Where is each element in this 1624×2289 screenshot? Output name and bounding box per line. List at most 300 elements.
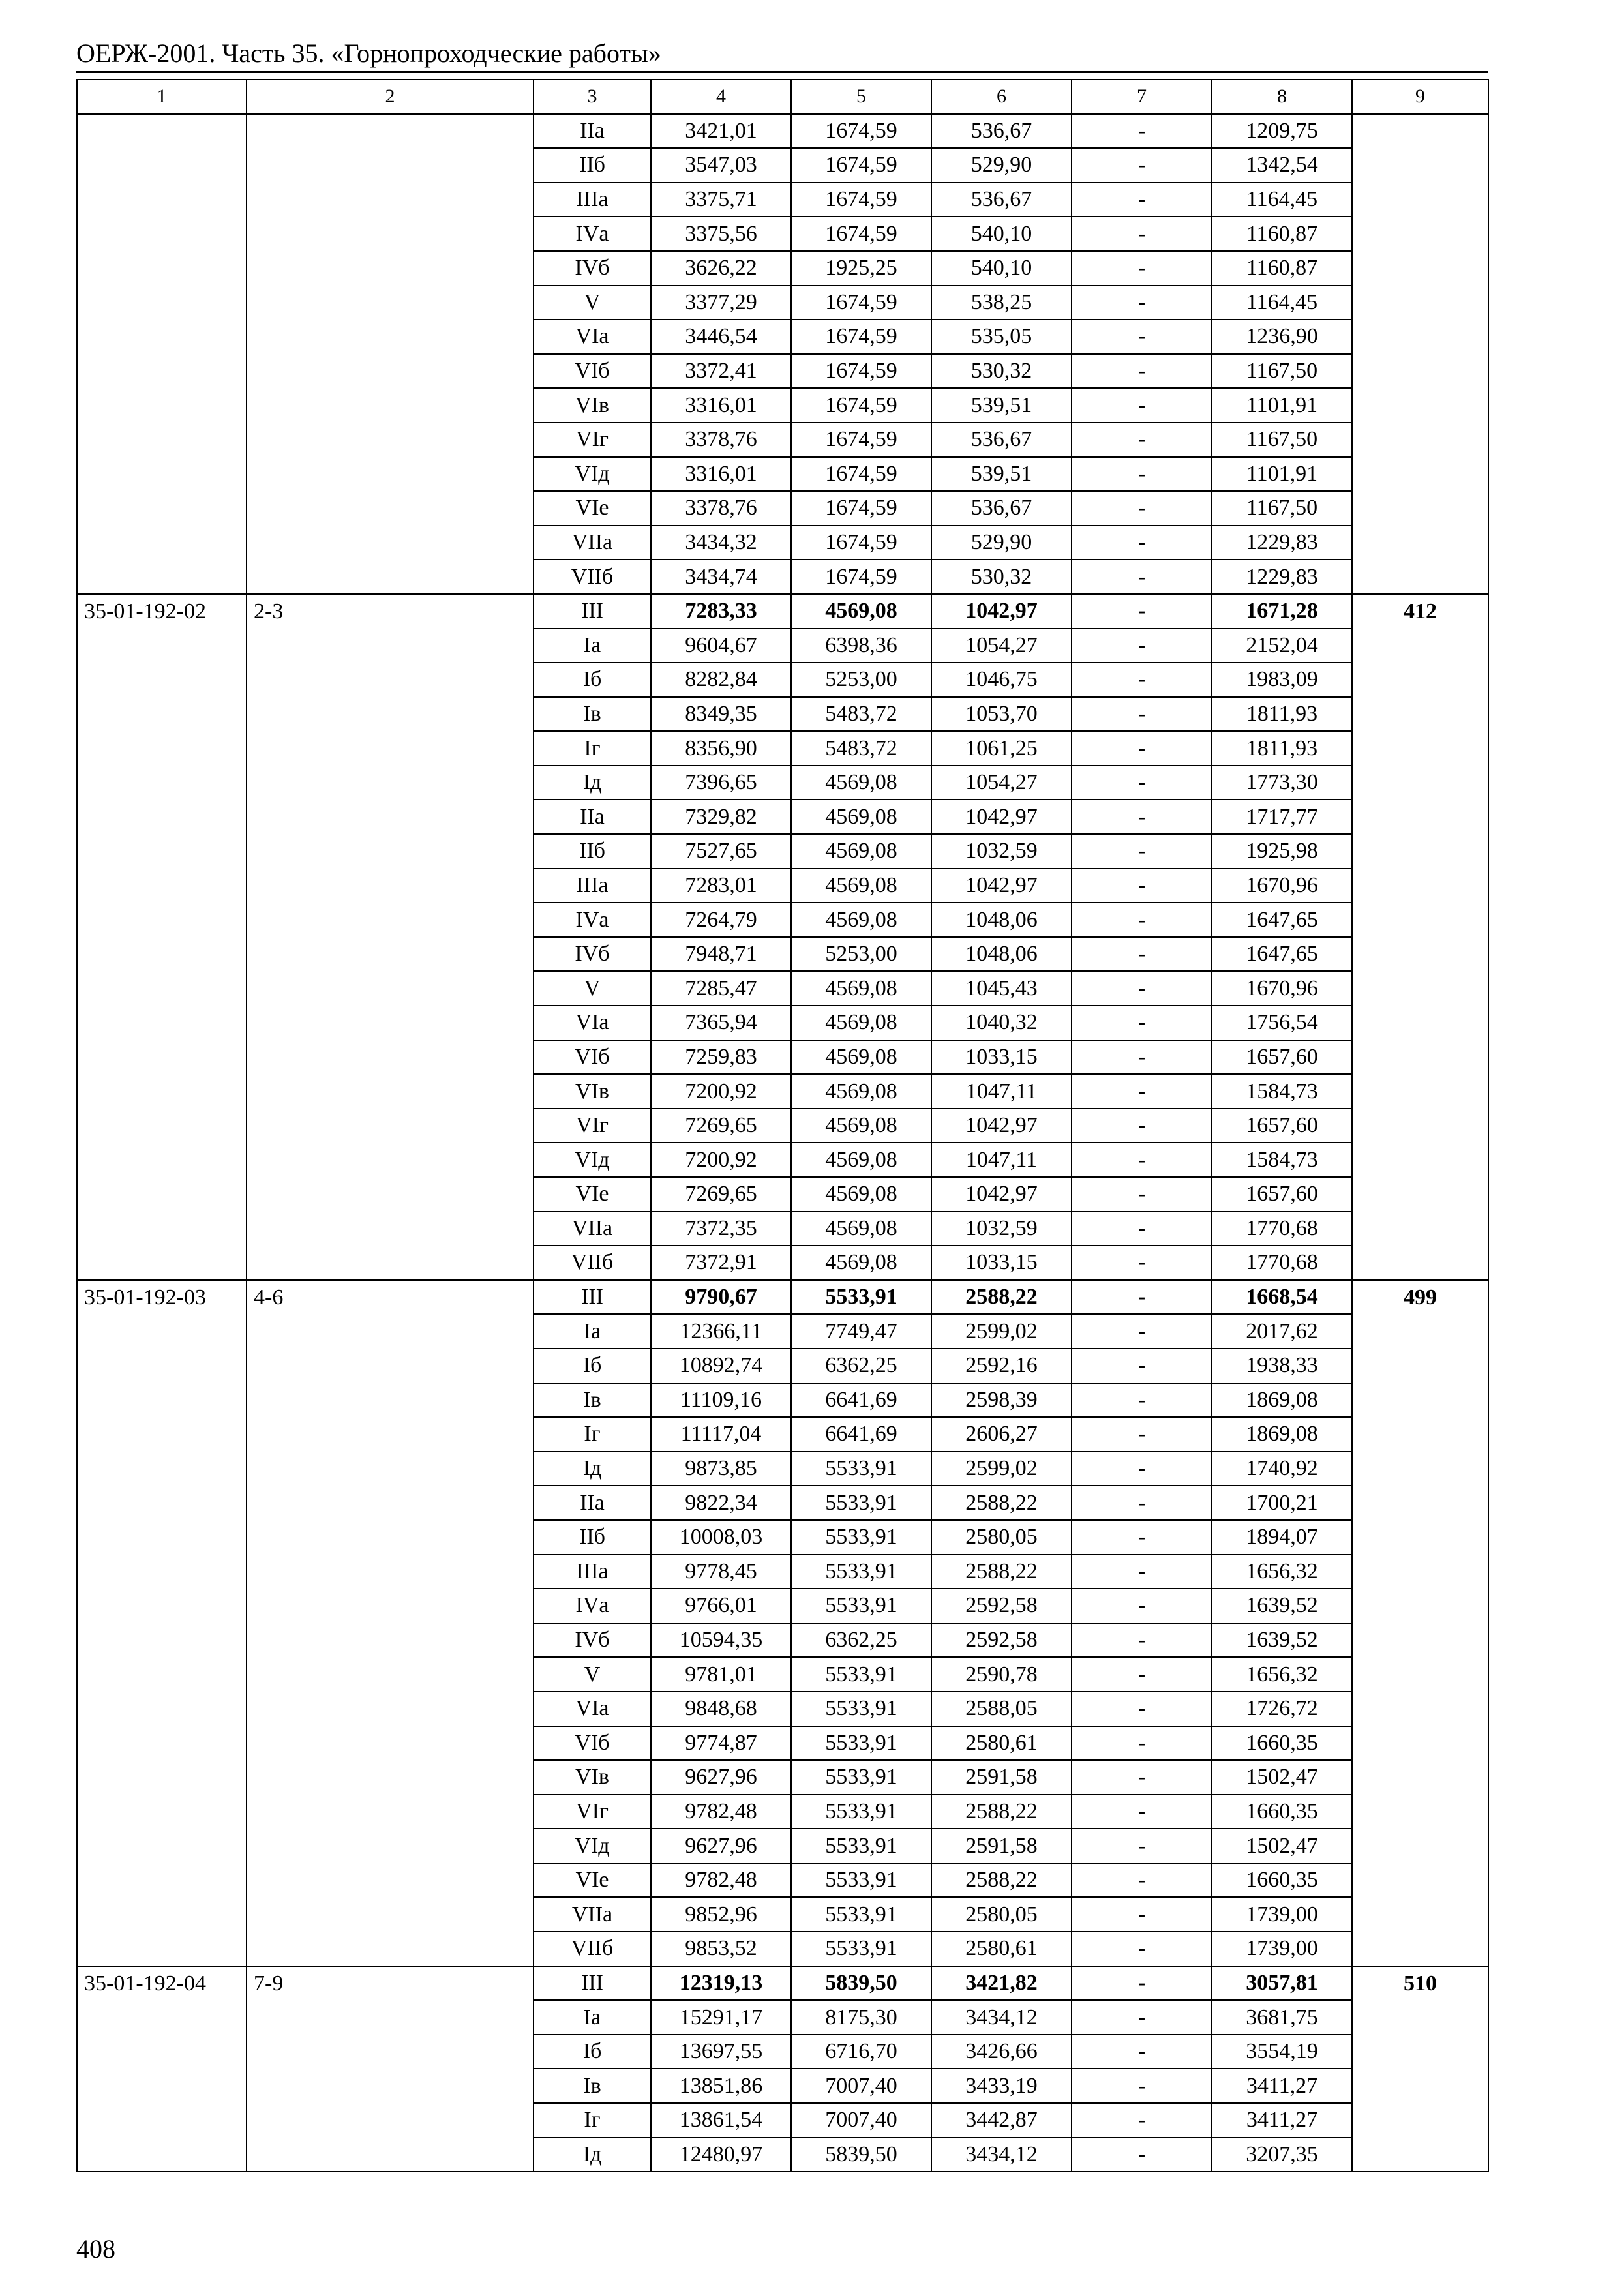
value-cell: 2580,05	[931, 1897, 1072, 1932]
thickness-cell: 2-3	[247, 594, 534, 1280]
value-cell: 1047,11	[931, 1074, 1072, 1109]
value-cell: 5533,91	[791, 1795, 931, 1829]
category-cell: VIг	[534, 1109, 651, 1143]
category-cell: VIб	[534, 1726, 651, 1761]
table-row	[77, 114, 1488, 149]
value-cell: 5483,72	[791, 731, 931, 766]
category-cell: IIб	[534, 834, 651, 869]
value-cell: 1656,32	[1212, 1657, 1352, 1692]
value-cell: 4569,08	[791, 1212, 931, 1246]
value-cell: 1209,75	[1212, 114, 1352, 149]
value-cell: 1770,68	[1212, 1212, 1352, 1246]
value-cell: 536,67	[931, 183, 1072, 217]
value-cell: 15291,17	[651, 2000, 791, 2035]
category-cell: IVб	[534, 937, 651, 972]
value-cell: 529,90	[931, 148, 1072, 183]
header-rule-thick	[76, 71, 1488, 73]
value-cell: 1925,25	[791, 251, 931, 286]
value-cell: 4569,08	[791, 834, 931, 869]
value-cell: 1167,50	[1212, 354, 1352, 389]
value-cell: 9848,68	[651, 1692, 791, 1726]
unit-cell: 412	[1352, 594, 1488, 1280]
value-cell: 1042,97	[931, 1109, 1072, 1143]
value-cell: 6641,69	[791, 1417, 931, 1452]
value-cell: 529,90	[931, 526, 1072, 560]
category-cell: Iа	[534, 629, 651, 663]
value-cell: -	[1072, 1897, 1212, 1932]
category-cell: VIIа	[534, 1212, 651, 1246]
category-cell: VIд	[534, 457, 651, 492]
value-cell: 3316,01	[651, 388, 791, 423]
value-cell: 9852,96	[651, 1897, 791, 1932]
value-cell: 1739,00	[1212, 1897, 1352, 1932]
value-cell: 3554,19	[1212, 2035, 1352, 2069]
value-cell: 1502,47	[1212, 1829, 1352, 1863]
category-cell: Iв	[534, 1383, 651, 1418]
category-cell: Iг	[534, 1417, 651, 1452]
value-cell: 2580,05	[931, 1520, 1072, 1555]
value-cell: 7283,01	[651, 869, 791, 903]
category-cell: IVа	[534, 903, 651, 937]
value-cell: 540,10	[931, 217, 1072, 251]
category-cell: VIа	[534, 320, 651, 354]
value-cell: -	[1072, 2138, 1212, 2172]
value-cell: 1160,87	[1212, 217, 1352, 251]
value-cell: 1033,15	[931, 1040, 1072, 1075]
value-cell: 10594,35	[651, 1623, 791, 1658]
value-cell: 12480,97	[651, 2138, 791, 2172]
value-cell: 9873,85	[651, 1452, 791, 1486]
category-cell: VIIб	[534, 560, 651, 594]
thickness-cell: 7-9	[247, 1966, 534, 2172]
category-cell: VIе	[534, 1177, 651, 1212]
value-cell: 1042,97	[931, 594, 1072, 629]
value-cell: -	[1072, 1177, 1212, 1212]
value-cell: 2592,58	[931, 1623, 1072, 1658]
value-cell: 1046,75	[931, 663, 1072, 697]
value-cell: 2588,22	[931, 1795, 1072, 1829]
value-cell: 5533,91	[791, 1452, 931, 1486]
category-cell: IIб	[534, 148, 651, 183]
value-cell: 2599,02	[931, 1452, 1072, 1486]
value-cell: 535,05	[931, 320, 1072, 354]
value-cell: 3426,66	[931, 2035, 1072, 2069]
value-cell: -	[1072, 594, 1212, 629]
value-cell: -	[1072, 251, 1212, 286]
value-cell: 5839,50	[791, 1966, 931, 2001]
value-cell: 3421,01	[651, 114, 791, 149]
value-cell: -	[1072, 286, 1212, 320]
value-cell: 539,51	[931, 388, 1072, 423]
value-cell: 1660,35	[1212, 1726, 1352, 1761]
category-cell: IIб	[534, 1520, 651, 1555]
value-cell: -	[1072, 903, 1212, 937]
category-cell: VIб	[534, 354, 651, 389]
value-cell: 4569,08	[791, 1109, 931, 1143]
value-cell: 3626,22	[651, 251, 791, 286]
value-cell: 1674,59	[791, 457, 931, 492]
value-cell: 2588,22	[931, 1280, 1072, 1315]
value-cell: 3433,19	[931, 2069, 1072, 2103]
value-cell: 1674,59	[791, 320, 931, 354]
category-cell: III	[534, 1280, 651, 1315]
value-cell: 9853,52	[651, 1932, 791, 1966]
value-cell: 2588,22	[931, 1486, 1072, 1520]
value-cell: 2606,27	[931, 1417, 1072, 1452]
category-cell: Iб	[534, 2035, 651, 2069]
value-cell: 7269,65	[651, 1109, 791, 1143]
value-cell: 10008,03	[651, 1520, 791, 1555]
value-cell: 2599,02	[931, 1314, 1072, 1349]
value-cell: -	[1072, 1829, 1212, 1863]
value-cell: 12366,11	[651, 1314, 791, 1349]
value-cell: 5533,91	[791, 1692, 931, 1726]
value-cell: -	[1072, 1795, 1212, 1829]
category-cell: Iа	[534, 1314, 651, 1349]
value-cell: 1674,59	[791, 354, 931, 389]
category-cell: VIа	[534, 1006, 651, 1040]
value-cell: 6641,69	[791, 1383, 931, 1418]
value-cell: 3434,32	[651, 526, 791, 560]
value-cell: 9782,48	[651, 1795, 791, 1829]
value-cell: 538,25	[931, 286, 1072, 320]
category-cell: VIIа	[534, 1897, 651, 1932]
value-cell: 1660,35	[1212, 1795, 1352, 1829]
value-cell: 5533,91	[791, 1726, 931, 1761]
value-cell: -	[1072, 217, 1212, 251]
category-cell: VIг	[534, 1795, 651, 1829]
value-cell: 3681,75	[1212, 2000, 1352, 2035]
value-cell: 4569,08	[791, 766, 931, 800]
value-cell: 1670,96	[1212, 971, 1352, 1006]
value-cell: -	[1072, 937, 1212, 972]
value-cell: -	[1072, 1966, 1212, 2001]
value-cell: 3411,27	[1212, 2103, 1352, 2138]
value-cell: 2588,22	[931, 1863, 1072, 1898]
category-cell: VIг	[534, 423, 651, 457]
value-cell: -	[1072, 1212, 1212, 1246]
value-cell: 4569,08	[791, 594, 931, 629]
table-row	[77, 1966, 1488, 2001]
value-cell: 1674,59	[791, 183, 931, 217]
value-cell: 3378,76	[651, 423, 791, 457]
value-cell: 7007,40	[791, 2103, 931, 2138]
value-cell: 1811,93	[1212, 731, 1352, 766]
value-cell: 4569,08	[791, 1040, 931, 1075]
column-number-cell: 5	[791, 80, 931, 114]
category-cell: IIIа	[534, 1555, 651, 1589]
value-cell: 3434,12	[931, 2138, 1072, 2172]
value-cell: 3375,56	[651, 217, 791, 251]
value-cell: 1054,27	[931, 766, 1072, 800]
value-cell: 3421,82	[931, 1966, 1072, 2001]
value-cell: -	[1072, 1760, 1212, 1795]
value-cell: 6716,70	[791, 2035, 931, 2069]
value-cell: 1229,83	[1212, 526, 1352, 560]
value-cell: -	[1072, 148, 1212, 183]
value-cell: 1167,50	[1212, 423, 1352, 457]
value-cell: 1042,97	[931, 800, 1072, 834]
value-cell: 5533,91	[791, 1657, 931, 1692]
value-cell: -	[1072, 114, 1212, 149]
value-cell: 536,67	[931, 491, 1072, 526]
value-cell: 3057,81	[1212, 1966, 1352, 2001]
value-cell: 1101,91	[1212, 388, 1352, 423]
value-cell: -	[1072, 1109, 1212, 1143]
value-cell: 1674,59	[791, 217, 931, 251]
value-cell: 1700,21	[1212, 1486, 1352, 1520]
category-cell: IVб	[534, 1623, 651, 1658]
thickness-cell	[247, 114, 534, 594]
value-cell: -	[1072, 526, 1212, 560]
category-cell: VIа	[534, 1692, 651, 1726]
value-cell: -	[1072, 560, 1212, 594]
value-cell: 530,32	[931, 560, 1072, 594]
value-cell: 7372,35	[651, 1212, 791, 1246]
category-cell: VIIа	[534, 526, 651, 560]
value-cell: 13861,54	[651, 2103, 791, 2138]
value-cell: 1048,06	[931, 937, 1072, 972]
rate-code-cell: 35-01-192-04	[77, 1966, 247, 2172]
value-cell: 1739,00	[1212, 1932, 1352, 1966]
value-cell: 3378,76	[651, 491, 791, 526]
category-cell: Iд	[534, 2138, 651, 2172]
value-cell: 1756,54	[1212, 1006, 1352, 1040]
value-cell: 1674,59	[791, 423, 931, 457]
value-cell: 1229,83	[1212, 560, 1352, 594]
thickness-cell: 4-6	[247, 1280, 534, 1966]
rate-code-cell: 35-01-192-02	[77, 594, 247, 1280]
value-cell: 7948,71	[651, 937, 791, 972]
value-cell: -	[1072, 1280, 1212, 1315]
value-cell: 1674,59	[791, 526, 931, 560]
category-cell: III	[534, 594, 651, 629]
value-cell: 9604,67	[651, 629, 791, 663]
value-cell: 1674,59	[791, 491, 931, 526]
value-cell: -	[1072, 1932, 1212, 1966]
value-cell: 13851,86	[651, 2069, 791, 2103]
value-cell: -	[1072, 766, 1212, 800]
category-cell: IIIа	[534, 183, 651, 217]
value-cell: 1040,32	[931, 1006, 1072, 1040]
value-cell: 4569,08	[791, 1006, 931, 1040]
category-cell: Iд	[534, 766, 651, 800]
table-row	[77, 1280, 1488, 1315]
value-cell: 2588,05	[931, 1692, 1072, 1726]
value-cell: -	[1072, 1623, 1212, 1658]
rate-code-cell	[77, 114, 247, 594]
value-cell: 5253,00	[791, 663, 931, 697]
value-cell: 1647,65	[1212, 903, 1352, 937]
value-cell: 3372,41	[651, 354, 791, 389]
value-cell: 4569,08	[791, 1177, 931, 1212]
value-cell: 7329,82	[651, 800, 791, 834]
value-cell: 540,10	[931, 251, 1072, 286]
value-cell: -	[1072, 1726, 1212, 1761]
value-cell: -	[1072, 834, 1212, 869]
value-cell: 4569,08	[791, 903, 931, 937]
value-cell: 9822,34	[651, 1486, 791, 1520]
value-cell: 1047,11	[931, 1143, 1072, 1177]
value-cell: 9778,45	[651, 1555, 791, 1589]
value-cell: 3411,27	[1212, 2069, 1352, 2103]
value-cell: -	[1072, 457, 1212, 492]
category-cell: VIв	[534, 1760, 651, 1795]
value-cell: 1811,93	[1212, 697, 1352, 732]
value-cell: 3434,12	[931, 2000, 1072, 2035]
value-cell: 1869,08	[1212, 1417, 1352, 1452]
value-cell: 7365,94	[651, 1006, 791, 1040]
value-cell: 2591,58	[931, 1829, 1072, 1863]
value-cell: -	[1072, 1657, 1212, 1692]
value-cell: 1033,15	[931, 1246, 1072, 1280]
column-number-cell: 9	[1352, 80, 1488, 114]
category-cell: VIд	[534, 1829, 651, 1863]
column-number-cell: 1	[77, 80, 247, 114]
value-cell: 2580,61	[931, 1932, 1072, 1966]
value-cell: 1656,32	[1212, 1555, 1352, 1589]
category-cell: Iб	[534, 1349, 651, 1383]
value-cell: 6398,36	[791, 629, 931, 663]
value-cell: 1342,54	[1212, 148, 1352, 183]
unit-cell	[1352, 114, 1488, 594]
value-cell: -	[1072, 1143, 1212, 1177]
rates-table-body	[77, 80, 1488, 2172]
value-cell: 1740,92	[1212, 1452, 1352, 1486]
value-cell: -	[1072, 1520, 1212, 1555]
category-cell: IVб	[534, 251, 651, 286]
category-cell: Iг	[534, 2103, 651, 2138]
value-cell: 5839,50	[791, 2138, 931, 2172]
value-cell: 5533,91	[791, 1863, 931, 1898]
value-cell: -	[1072, 1349, 1212, 1383]
value-cell: -	[1072, 1863, 1212, 1898]
value-cell: 3316,01	[651, 457, 791, 492]
value-cell: -	[1072, 1006, 1212, 1040]
value-cell: 1668,54	[1212, 1280, 1352, 1315]
value-cell: 4569,08	[791, 869, 931, 903]
value-cell: 9766,01	[651, 1589, 791, 1623]
value-cell: -	[1072, 1074, 1212, 1109]
value-cell: 11117,04	[651, 1417, 791, 1452]
value-cell: 1726,72	[1212, 1692, 1352, 1726]
value-cell: 1983,09	[1212, 663, 1352, 697]
table-row	[77, 594, 1488, 629]
value-cell: 7007,40	[791, 2069, 931, 2103]
value-cell: 1657,60	[1212, 1040, 1352, 1075]
value-cell: 2590,78	[931, 1657, 1072, 1692]
value-cell: 536,67	[931, 423, 1072, 457]
value-cell: 7396,65	[651, 766, 791, 800]
value-cell: 1048,06	[931, 903, 1072, 937]
value-cell: 10892,74	[651, 1349, 791, 1383]
value-cell: 1042,97	[931, 1177, 1072, 1212]
value-cell: 6362,25	[791, 1349, 931, 1383]
value-cell: 2598,39	[931, 1383, 1072, 1418]
value-cell: 1061,25	[931, 731, 1072, 766]
value-cell: 9627,96	[651, 1760, 791, 1795]
value-cell: 3547,03	[651, 148, 791, 183]
category-cell: VIIб	[534, 1246, 651, 1280]
category-cell: IVа	[534, 1589, 651, 1623]
column-number-cell: 8	[1212, 80, 1352, 114]
value-cell: 4569,08	[791, 800, 931, 834]
value-cell: -	[1072, 971, 1212, 1006]
value-cell: -	[1072, 800, 1212, 834]
value-cell: 1925,98	[1212, 834, 1352, 869]
value-cell: -	[1072, 491, 1212, 526]
value-cell: 2588,22	[931, 1555, 1072, 1589]
value-cell: 539,51	[931, 457, 1072, 492]
value-cell: 1502,47	[1212, 1760, 1352, 1795]
value-cell: 3377,29	[651, 286, 791, 320]
column-number-cell: 7	[1072, 80, 1212, 114]
value-cell: 7283,33	[651, 594, 791, 629]
value-cell: 9790,67	[651, 1280, 791, 1315]
value-cell: 2152,04	[1212, 629, 1352, 663]
column-number-row	[77, 80, 1488, 114]
value-cell: 7527,65	[651, 834, 791, 869]
category-cell: V	[534, 1657, 651, 1692]
value-cell: 1639,52	[1212, 1589, 1352, 1623]
value-cell: 2592,58	[931, 1589, 1072, 1623]
page-number: 408	[76, 2234, 115, 2264]
category-cell: VIв	[534, 388, 651, 423]
value-cell: 5533,91	[791, 1760, 931, 1795]
value-cell: 13697,55	[651, 2035, 791, 2069]
value-cell: 536,67	[931, 114, 1072, 149]
value-cell: 1584,73	[1212, 1074, 1352, 1109]
column-number-cell: 2	[247, 80, 534, 114]
column-number-cell: 6	[931, 80, 1072, 114]
value-cell: 7264,79	[651, 903, 791, 937]
value-cell: -	[1072, 2103, 1212, 2138]
value-cell: 3446,54	[651, 320, 791, 354]
value-cell: 5533,91	[791, 1280, 931, 1315]
value-cell: 1657,60	[1212, 1109, 1352, 1143]
value-cell: 5533,91	[791, 1520, 931, 1555]
value-cell: 4569,08	[791, 1246, 931, 1280]
value-cell: 12319,13	[651, 1966, 791, 2001]
value-cell: 1938,33	[1212, 1349, 1352, 1383]
value-cell: -	[1072, 320, 1212, 354]
value-cell: 8356,90	[651, 731, 791, 766]
value-cell: 1584,73	[1212, 1143, 1352, 1177]
value-cell: -	[1072, 388, 1212, 423]
value-cell: 9781,01	[651, 1657, 791, 1692]
value-cell: 5483,72	[791, 697, 931, 732]
category-cell: IIа	[534, 1486, 651, 1520]
value-cell: 1674,59	[791, 286, 931, 320]
value-cell: 1236,90	[1212, 320, 1352, 354]
value-cell: 7269,65	[651, 1177, 791, 1212]
category-cell: VIв	[534, 1074, 651, 1109]
value-cell: -	[1072, 1486, 1212, 1520]
value-cell: 2580,61	[931, 1726, 1072, 1761]
value-cell: 5253,00	[791, 937, 931, 972]
value-cell: 1773,30	[1212, 766, 1352, 800]
category-cell: Iб	[534, 663, 651, 697]
value-cell: 1167,50	[1212, 491, 1352, 526]
value-cell: 4569,08	[791, 1143, 931, 1177]
value-cell: 11109,16	[651, 1383, 791, 1418]
value-cell: 5533,91	[791, 1486, 931, 1520]
category-cell: V	[534, 286, 651, 320]
value-cell: -	[1072, 629, 1212, 663]
value-cell: 3207,35	[1212, 2138, 1352, 2172]
value-cell: 1054,27	[931, 629, 1072, 663]
value-cell: 6362,25	[791, 1623, 931, 1658]
